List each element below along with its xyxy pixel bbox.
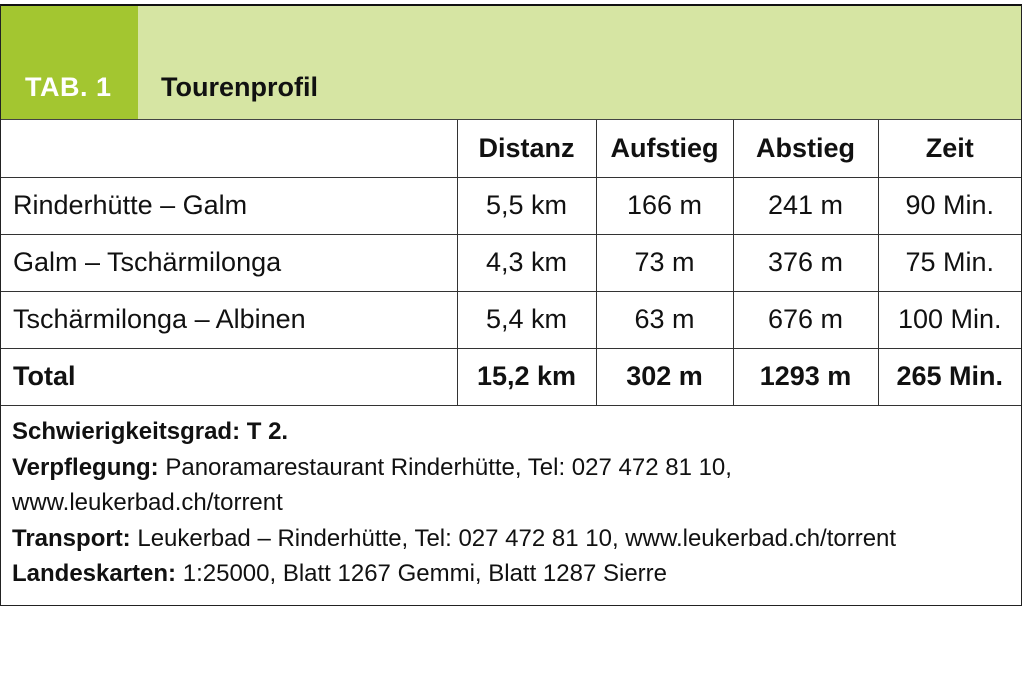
zeit-cell: 100 Min. — [878, 291, 1021, 348]
difficulty-text: Schwierigkeitsgrad: T 2. — [12, 418, 289, 445]
distanz-cell: 5,4 km — [457, 291, 596, 348]
column-header-route — [1, 120, 457, 177]
table-header-bar — [1, 6, 1021, 120]
table-title: Tourenprofil — [161, 72, 318, 102]
verpflegung-text: Panoramarestaurant Rinderhütte, Tel: 027 472 81 10, — [158, 453, 732, 481]
route-name-cell: Tschärmilonga – Albinen — [1, 291, 457, 348]
abstieg-cell: 376 m — [733, 234, 878, 291]
total-label-cell: Total — [1, 348, 457, 405]
verpflegung-url: www.leukerbad.ch/torrent — [12, 489, 283, 516]
tab-number-box — [1, 6, 138, 119]
total-aufstieg-cell: 302 m — [596, 348, 733, 405]
aufstieg-cell: 63 m — [596, 291, 733, 348]
transport-label: Transport: — [12, 524, 131, 552]
column-header-aufstieg: Aufstieg — [596, 120, 733, 177]
verpflegung-url-line — [12, 485, 1012, 521]
table-header-row — [1, 120, 1021, 177]
table-row — [1, 291, 1021, 348]
abstieg-cell: 241 m — [733, 177, 878, 234]
total-zeit-cell: 265 Min. — [878, 348, 1021, 405]
total-row — [1, 348, 1021, 405]
zeit-cell: 75 Min. — [878, 234, 1021, 291]
column-header-zeit: Zeit — [878, 120, 1021, 177]
total-distanz-cell: 15,2 km — [457, 348, 596, 405]
zeit-cell: 90 Min. — [878, 177, 1021, 234]
landeskarten-text: 1:25000, Blatt 1267 Gemmi, Blatt 1287 Sierre — [176, 560, 668, 587]
tab-number-label: TAB. 1 — [25, 72, 112, 102]
route-name-cell: Rinderhütte – Galm — [1, 177, 457, 234]
transport-line — [12, 521, 1012, 557]
table-row — [1, 234, 1021, 291]
verpflegung-line — [12, 450, 1012, 486]
verpflegung-label: Verpflegung: — [12, 453, 159, 481]
table-row — [1, 177, 1021, 234]
landeskarten-line — [12, 556, 1012, 592]
total-abstieg-cell: 1293 m — [733, 348, 878, 405]
column-header-abstieg: Abstieg — [733, 120, 878, 177]
tour-profile-table — [1, 120, 1021, 406]
distanz-cell: 4,3 km — [457, 234, 596, 291]
route-name-cell: Galm – Tschärmilonga — [1, 234, 457, 291]
distanz-cell: 5,5 km — [457, 177, 596, 234]
aufstieg-cell: 73 m — [596, 234, 733, 291]
landeskarten-label: Landeskarten: — [12, 560, 177, 587]
aufstieg-cell: 166 m — [596, 177, 733, 234]
column-header-distanz: Distanz — [457, 120, 596, 177]
transport-text: Leukerbad – Rinderhütte, Tel: 027 472 81 10, www.leukerbad.ch/torrent — [130, 524, 897, 552]
abstieg-cell: 676 m — [733, 291, 878, 348]
difficulty-line — [12, 414, 1012, 450]
tour-info-block — [12, 414, 1012, 592]
